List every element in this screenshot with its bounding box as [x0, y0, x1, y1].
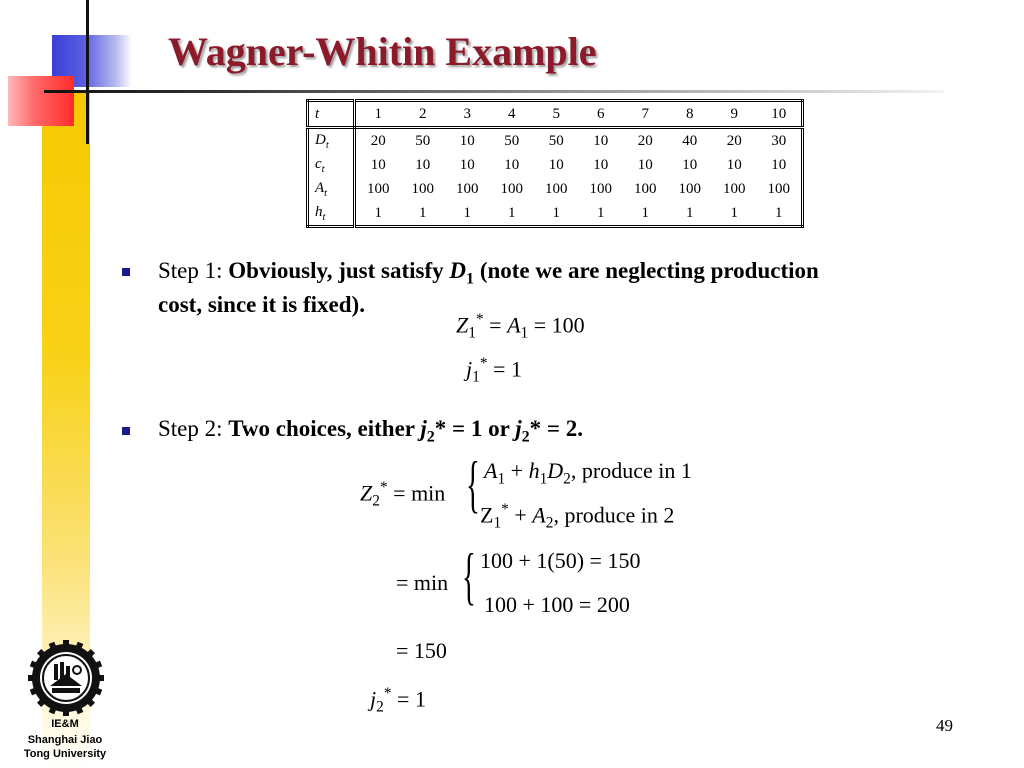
- table-cell: 100: [500, 180, 523, 197]
- table-cell: 1: [775, 204, 783, 221]
- table-cell: 1: [374, 204, 382, 221]
- table-cell: 10: [504, 156, 520, 173]
- step2-j: j: [515, 416, 522, 441]
- case-1-label: , produce in 1: [570, 458, 692, 483]
- table-cell: 100: [545, 180, 568, 197]
- row-symbol-sub: t: [325, 139, 329, 151]
- table-cell: 1: [552, 204, 560, 221]
- eq-sub: 1: [468, 324, 476, 342]
- table-cell: 1: [686, 204, 694, 221]
- left-brace-1: {: [466, 448, 480, 519]
- eq-star: *: [383, 685, 392, 702]
- row-symbol: A: [315, 179, 325, 196]
- table-cell: 10: [548, 156, 564, 173]
- eq-d-symbol: D: [547, 458, 564, 483]
- eq-rhs: = 100: [528, 312, 585, 338]
- table-cell: 50: [548, 132, 564, 149]
- table-cell: 20: [726, 132, 742, 149]
- table-cell: 100: [456, 180, 479, 197]
- step2-text: [158, 412, 583, 455]
- step1-var: D: [449, 258, 467, 283]
- table-cell: 10: [459, 132, 475, 149]
- eq-sub: 2: [372, 492, 380, 510]
- table-cell: 30: [771, 132, 787, 149]
- eq-sub: 2: [376, 698, 384, 716]
- eq-a-symbol: A: [532, 502, 546, 528]
- table-period-cell: 2: [401, 101, 446, 128]
- step1-prefix: Step 1:: [158, 258, 229, 283]
- table-cell: 1: [730, 204, 738, 221]
- logo-line-2: Shanghai Jiao: [27, 734, 103, 746]
- table-period-cell: 7: [623, 101, 668, 128]
- table-cell: 1: [463, 204, 471, 221]
- table-row: [308, 153, 803, 177]
- table-period-cell: 3: [445, 101, 490, 128]
- eq-min: = min: [387, 480, 446, 506]
- table-row-label: [308, 177, 355, 201]
- data-table: [306, 99, 804, 228]
- eq-z-symbol: Z: [456, 312, 469, 338]
- gear-emblem-icon: [28, 640, 104, 716]
- eq-j-symbol: j: [370, 686, 377, 712]
- table-cell: 50: [504, 132, 520, 149]
- eq-a-symbol: A: [484, 458, 498, 483]
- eq-rhs: = 1: [391, 686, 426, 712]
- table-row-label: [308, 153, 355, 177]
- table-header-label: t: [308, 101, 355, 128]
- step1-line2: [158, 288, 365, 322]
- table-row: [308, 201, 803, 227]
- table-row: [308, 128, 803, 154]
- page-number: 49: [936, 716, 953, 735]
- step2-opt1: * = 1 or: [434, 416, 516, 441]
- equation-min-2: = min: [396, 570, 449, 595]
- university-logo: [28, 640, 104, 716]
- step1-var-sub: 1: [466, 270, 475, 288]
- eq-z-symbol: Z: [480, 502, 494, 528]
- table-cell: 1: [641, 204, 649, 221]
- table-cell: 1: [419, 204, 427, 221]
- table-period-cell: 6: [579, 101, 624, 128]
- step1-bold-rest: (note we are neglecting production: [474, 258, 819, 283]
- case-2-label: , produce in 2: [553, 502, 675, 528]
- table-cell: 10: [370, 156, 386, 173]
- step2-bold-text: Two choices, either: [228, 416, 421, 441]
- table-cell: 10: [593, 156, 609, 173]
- table-cell: 20: [370, 132, 386, 149]
- eq-sub: 1: [539, 470, 548, 488]
- table-cell: 10: [771, 156, 787, 173]
- logo-line-3: Tong University: [23, 748, 107, 760]
- eq-z-symbol: Z: [360, 480, 373, 506]
- row-symbol-sub: t: [322, 211, 326, 223]
- table-cell: 20: [637, 132, 653, 149]
- row-symbol-sub: t: [321, 163, 325, 175]
- logo-line-1: IE&M: [51, 718, 79, 730]
- row-symbol: c: [315, 155, 322, 172]
- step2-opt2: * = 2.: [529, 416, 583, 441]
- eq-equals: =: [483, 312, 508, 338]
- step2-j-sub: 2: [521, 428, 530, 446]
- table-cell: 10: [637, 156, 653, 173]
- table-cell: 100: [367, 180, 390, 197]
- table-period-cell: 4: [490, 101, 535, 128]
- table-cell: 100: [723, 180, 746, 197]
- slide-title: Wagner-Whitin Example: [168, 29, 597, 74]
- eq-rhs: = 1: [487, 356, 522, 382]
- eq-h-symbol: h: [528, 458, 540, 483]
- table-cell: 40: [682, 132, 698, 149]
- equation-z2: [360, 480, 445, 509]
- table-period-cell: 9: [712, 101, 757, 128]
- equation-z1: [456, 312, 585, 341]
- table-row-label: [308, 201, 355, 227]
- eq-plus: +: [505, 458, 529, 483]
- decorative-vertical-line: [86, 0, 89, 144]
- table-period-cell: 1: [355, 101, 401, 128]
- table-cell: 1: [508, 204, 516, 221]
- eq-sub: 1: [493, 514, 502, 532]
- case-1: [484, 460, 692, 487]
- table-period-cell: 10: [757, 101, 803, 128]
- table-period-cell: 5: [534, 101, 579, 128]
- result-150: = 150: [396, 638, 447, 663]
- table-cell: 100: [589, 180, 612, 197]
- table-cell: 10: [459, 156, 475, 173]
- calc-1: 100 + 1(50) = 150: [480, 548, 641, 573]
- step1-bold-text: Obviously, just satisfy: [228, 258, 450, 283]
- bullet-marker: [122, 268, 130, 276]
- eq-plus: +: [508, 502, 533, 528]
- table-row-label: [308, 128, 355, 154]
- eq-star: *: [379, 479, 388, 496]
- eq-j-symbol: j: [466, 356, 473, 382]
- decorative-red-square: [8, 76, 74, 126]
- row-symbol-sub: t: [324, 187, 328, 199]
- decorative-horizontal-line: [44, 90, 944, 93]
- eq-star: *: [475, 311, 484, 328]
- table-cell: 10: [593, 132, 609, 149]
- table-row: [308, 177, 803, 201]
- equation-j1: [466, 356, 522, 385]
- eq-star: *: [479, 355, 488, 372]
- eq-sub: 1: [497, 470, 506, 488]
- table-cell: 100: [678, 180, 701, 197]
- table-period-cell: 8: [668, 101, 713, 128]
- table-header-row: [308, 101, 803, 128]
- table-cell: 10: [726, 156, 742, 173]
- eq-sub: 2: [545, 514, 554, 532]
- left-brace-2: {: [462, 540, 476, 611]
- row-symbol: D: [315, 131, 326, 148]
- bullet-marker: [122, 427, 130, 435]
- table-cell: 1: [597, 204, 605, 221]
- eq-sub: 1: [520, 324, 529, 342]
- calc-2: 100 + 100 = 200: [484, 592, 630, 617]
- eq-a-symbol: A: [507, 312, 521, 338]
- case-2: [480, 502, 674, 531]
- step1-line2-text: cost, since it is fixed).: [158, 292, 365, 317]
- eq-sub: 2: [563, 470, 571, 488]
- table-cell: 100: [411, 180, 434, 197]
- eq-star: *: [501, 501, 509, 518]
- eq-sub: 1: [472, 368, 480, 386]
- equation-j2: [370, 686, 426, 715]
- step2-j-sub: 2: [426, 428, 435, 446]
- step2-j: j: [420, 416, 427, 441]
- table-cell: 50: [415, 132, 431, 149]
- row-symbol: h: [315, 203, 323, 220]
- table-cell: 10: [415, 156, 431, 173]
- step2-prefix: Step 2:: [158, 416, 229, 441]
- table-cell: 100: [634, 180, 657, 197]
- table-cell: 10: [682, 156, 698, 173]
- table-cell: 100: [767, 180, 790, 197]
